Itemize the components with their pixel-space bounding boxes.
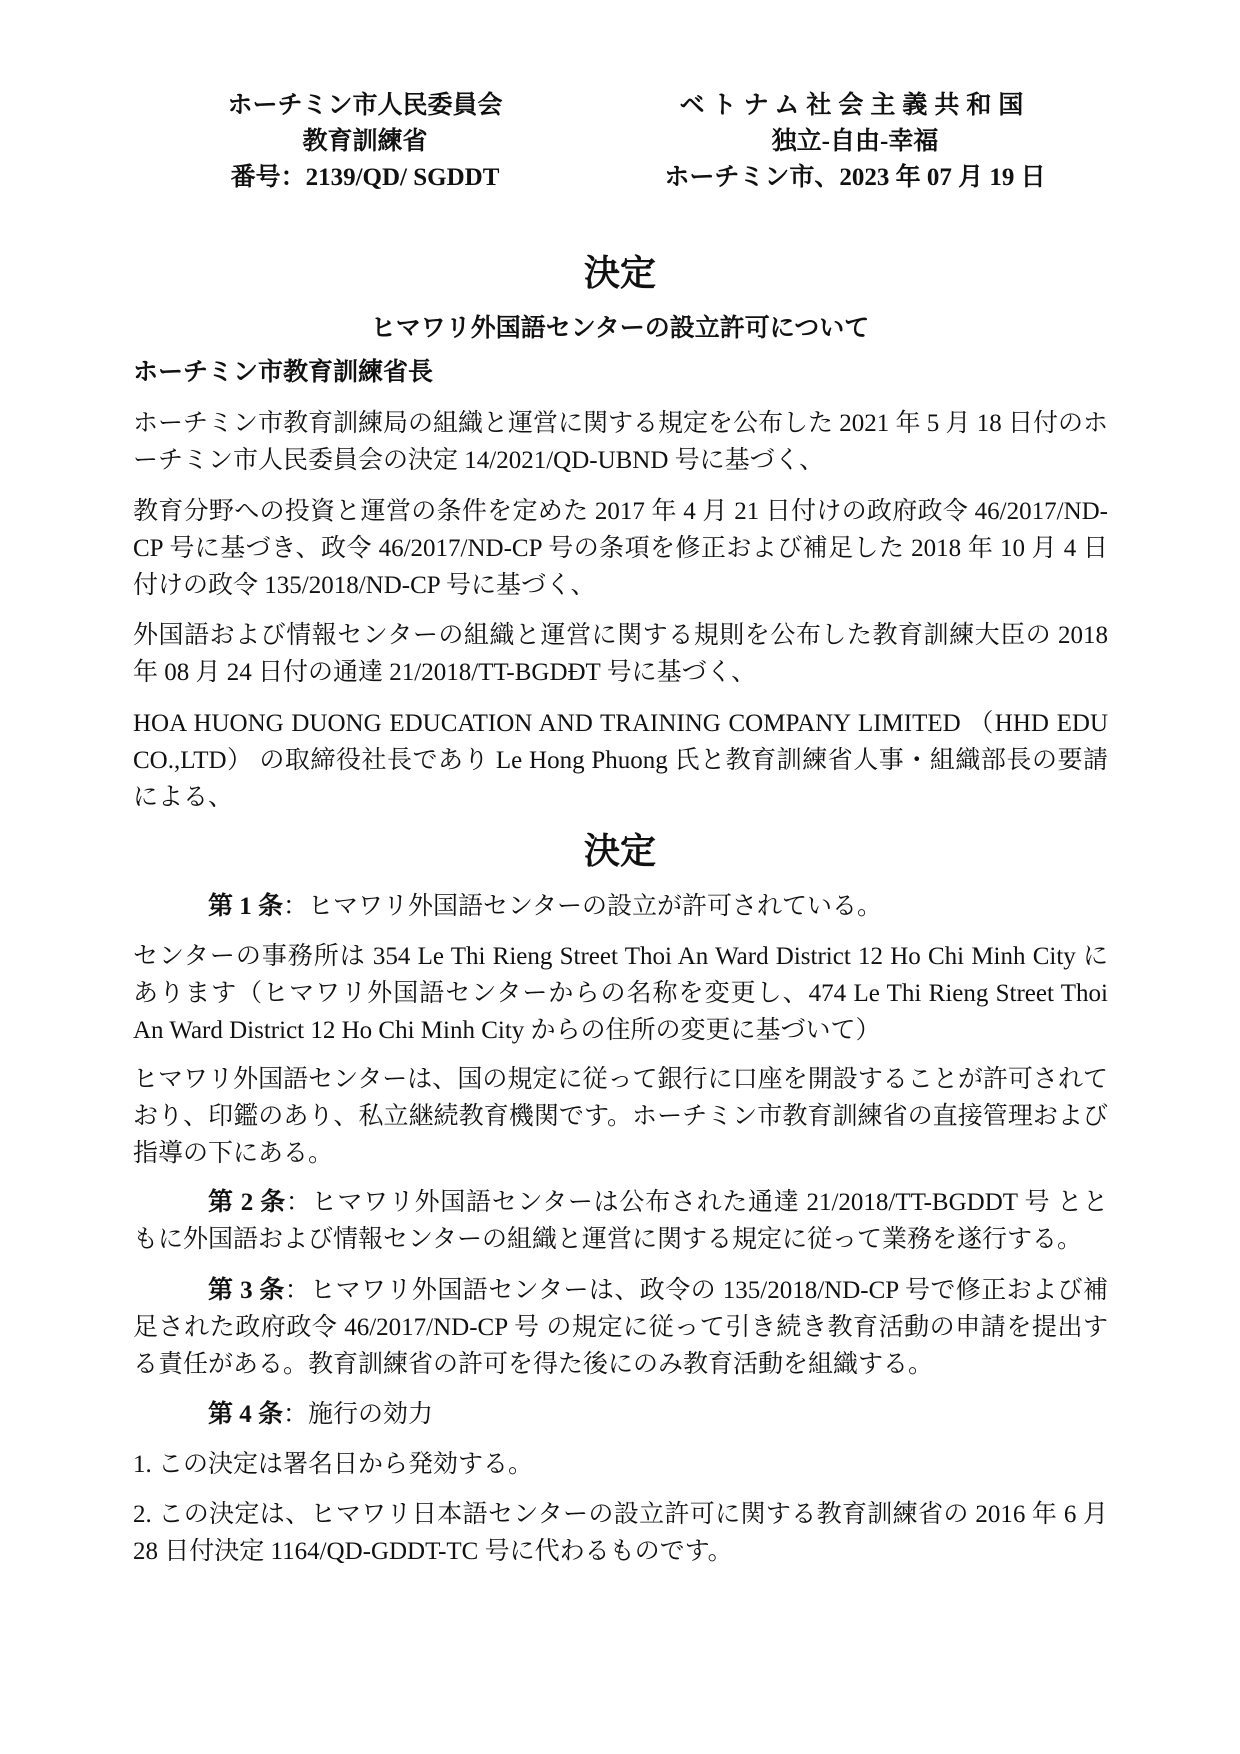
document-title: 決定 <box>583 253 656 293</box>
article-1-status: ヒマワリ外国語センターは、国の規定に従って銀行に口座を開設することが許可されており、印鑑のあり、私立継続教育機関です。ホーチミン市教育訓練省の直接管理および指導の下にある。 <box>133 1066 1108 1167</box>
document-subtitle: ヒマワリ外国語センターの設立許可について <box>370 315 870 342</box>
article-label: 第 4 条 <box>208 1401 284 1428</box>
article-2 <box>133 1184 1108 1258</box>
article-text: ヒマワリ外国語センターの設立が許可されている。 <box>308 893 883 920</box>
header-issuer <box>130 88 600 196</box>
article-4 <box>133 1396 1108 1433</box>
issuer-committee: ホーチミン市人民委員会 <box>227 92 503 119</box>
article-text: ヒマワリ外国語センターは公布された通達 21/2018/TT-BGDDT 号 とともに外国語および情報センターの組織と運営に関する規定に従って業務を遂行する。 <box>133 1189 1108 1253</box>
article-label: 第 1 条 <box>208 893 284 920</box>
article-separator: ： <box>284 1277 311 1304</box>
article-1-address: センターの事務所は 354 Le Thi Rieng Street Thoi An Ward District 12 Ho Chi Minh City にあります（ヒマワリ外国語センターからの名称を変更し、474 Le Thi Rieng Street Thoi An Ward District 12 Ho Chi Minh City からの住所の変更に基づいて） <box>133 943 1108 1044</box>
preamble-paragraph: 外国語および情報センターの組織と運営に関する規則を公布した教育訓練大臣の 2018 年 08 月 24 日付の通達 21/2018/TT-BGDĐT 号に基づく、 <box>133 622 1108 686</box>
authority-line: ホーチミン市教育訓練省長 <box>133 359 434 386</box>
article-separator: ： <box>283 893 309 920</box>
preamble-paragraph: HOA HUONG DUONG EDUCATION AND TRAINING COMPANY LIMITED （HHD EDU CO.,LTD） の取締役社長であり Le Hong Phuong 氏と教育訓練省人事・組織部長の要請による、 <box>133 710 1108 811</box>
preamble-paragraph: ホーチミン市教育訓練局の組織と運営に関する規定を公布した 2021 年 5 月 18 日付のホーチミン市人民委員会の決定 14/2021/QD-UBND 号に基づく、 <box>133 410 1109 474</box>
document-number: 番号：2139/QD/ SGDDT <box>230 164 500 191</box>
issuer-department: 教育訓練省 <box>302 128 428 155</box>
article-3 <box>133 1272 1108 1383</box>
decision-heading: 決定 <box>583 831 656 871</box>
national-motto: 独立-自由-幸福 <box>771 128 939 155</box>
article-4-item: 2. この決定は、ヒマワリ日本語センターの設立許可に関する教育訓練省の 2016 年 6 月 28 日付決定 1164/QD-GDDT-TC 号に代わるものです。 <box>133 1501 1108 1565</box>
article-separator: ： <box>283 1401 309 1428</box>
article-text: ヒマワリ外国語センターは、政令の 135/2018/ND-CP 号で修正および補足された政府政令 46/2017/ND-CP 号 の規定に従って引き続き教育活動の申請を提出する責任がある。教育訓練省の許可を得た後にのみ教育活動を組織する。 <box>133 1277 1108 1378</box>
header-national <box>600 88 1110 196</box>
national-name: ベトナム社会主義共和国 <box>679 92 1031 119</box>
article-text: 施行の効力 <box>308 1401 434 1428</box>
preamble-paragraph: 教育分野への投資と運営の条件を定めた 2017 年 4 月 21 日付けの政府政令 46/2017/ND-CP 号に基づき、政令 46/2017/ND-CP 号の条項を修正および補足した 2018 年 10 月 4 日付けの政令 135/2018/ND-CP 号に基づく、 <box>133 498 1108 599</box>
article-1 <box>133 888 1108 925</box>
issue-place-date: ホーチミン市、2023 年 07 月 19 日 <box>664 164 1046 191</box>
article-separator: ： <box>285 1189 312 1216</box>
article-label: 第 2 条 <box>208 1189 286 1216</box>
article-4-item: 1. この決定は署名日から発効する。 <box>133 1451 534 1478</box>
article-label: 第 3 条 <box>208 1277 285 1304</box>
document-header <box>130 88 1110 196</box>
